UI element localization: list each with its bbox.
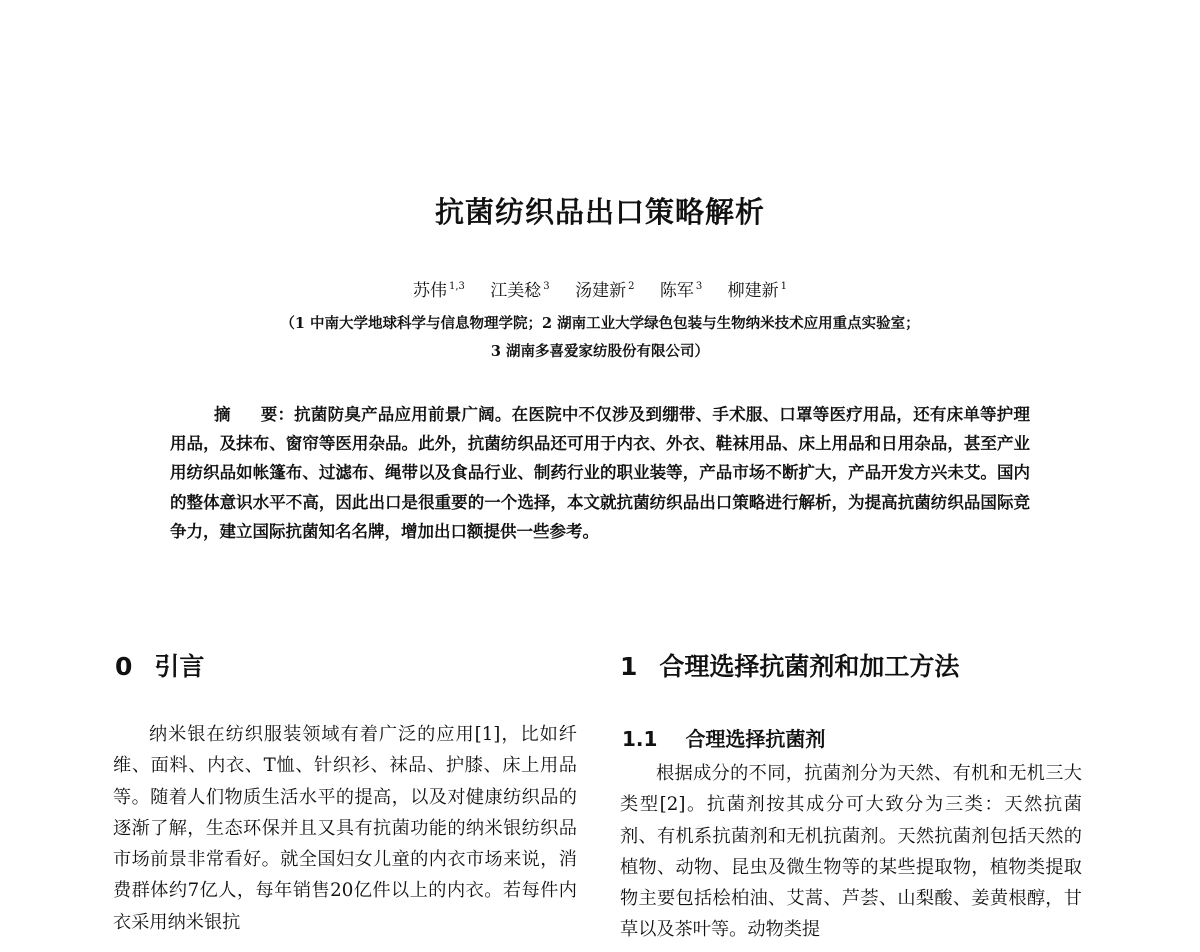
abstract (170, 400, 1030, 546)
paper-title: 抗菌纺织品出口策略解析 (434, 195, 765, 229)
author: 陈军 $^3$ (659, 281, 703, 301)
section-0-paragraph: 纳米银在纺织服装领域有着广泛的应用[1]，比如纤维、面料、内衣、T恤、针织衫、袜品、护膝、床上用品等。随着人们物质生活水平的提高，以及对健康纺织品的逐渐了解，生态环保并且又具有抗菌功能的纳米银纺织品市场前景非常看好。就全国妇女儿童的内衣市场来说，消费群体约7亿人，每年销售20亿件以上的内衣。若每件内衣采用纳米银抗 (113, 724, 577, 933)
author: 苏伟 $^{1,3}$ (412, 281, 465, 301)
abstract-text: ：抗菌防臭产品应用前景广阔。在医院中不仅涉及到绷带、手术服、口罩等医疗用品，还有床单等护理用品，及抹布、窗帘等医用杂品。此外，抗菌纺织品还可用于内衣、外衣、鞋袜用品、床上用品和日用杂品，甚至产业用纺织品如帐篷布、过滤布、绳带以及食品行业、制药行业的职业装等，产品市场不断扩大，产品开发方兴未艾。国内的整体意识水平不高，因此出口是很重要的一个选择，本文就抗菌纺织品出口策略进行解析，为提高抗菌纺织品国际竞争力，建立国际抗菌知名名牌，增加出口额提供一些参考。 (170, 405, 1031, 541)
section-1-heading: 1 合理选择抗菌剂和加工方法 (620, 652, 960, 681)
abstract-label: 摘 要 (214, 405, 290, 424)
subsection-1-1-paragraph: 根据成分的不同，抗菌剂分为天然、有机和无机三大类型[2]。抗菌剂按其成分可大致分为三类：天然抗菌剂、有机系抗菌剂和无机抗菌剂。天然抗菌剂包括天然的植物、动物、昆虫及微生物等的某些提取物，植物类提取物主要包括桧柏油、艾蒿、芦荟、山梨酸、姜黄根醇，甘草以及茶叶等。动物类提 (620, 763, 1082, 941)
author-list (0, 276, 1200, 301)
author: 柳建新 $^1$ (727, 281, 788, 301)
author: 江美稔 $^3$ (490, 281, 550, 301)
affiliation-line-2: 3 湖南多喜爱家纺股份有限公司） (490, 343, 710, 360)
subsection-1-1-heading: 1.1 合理选择抗菌剂 (622, 727, 826, 751)
section-0-heading: 0 引言 (115, 652, 205, 681)
author: 汤建新 $^2$ (575, 281, 635, 301)
affiliation-line-1: （1 中南大学地球科学与信息物理学院；2 湖南工业大学绿色包装与生物纳米技术应用重点实验室； (280, 315, 920, 332)
